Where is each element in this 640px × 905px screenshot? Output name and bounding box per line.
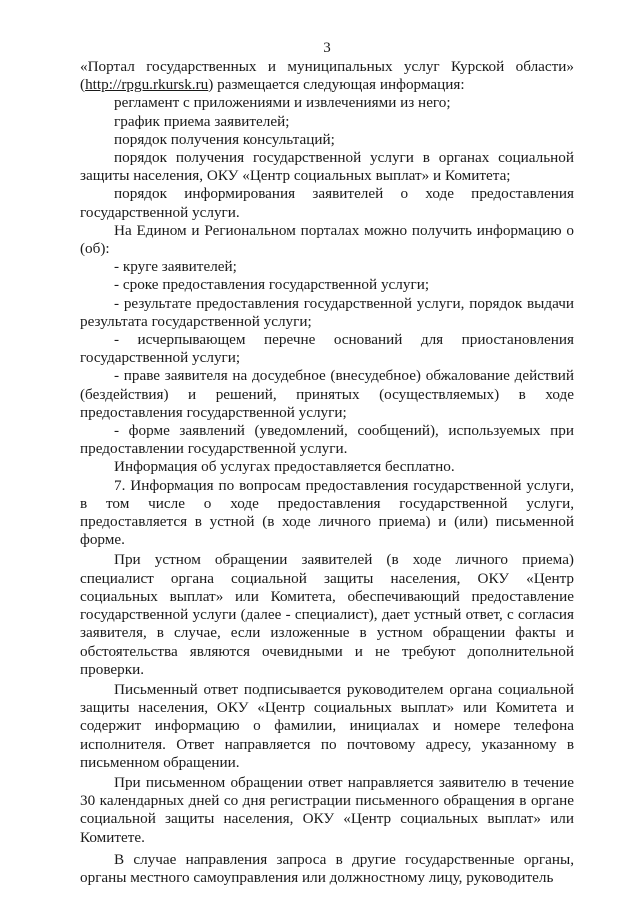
paragraph-written-request-term: При письменном обращении ответ направляется заявителю в течение 30 календарных дней со дня регистрации письменного обращения в органе социальной защиты населения, ОКУ «Центр социальных выплат» или Комитете.: [80, 773, 574, 846]
paragraph-portal-text-before: «Портал государственных и муниципальных услуг Курской области» (: [80, 58, 574, 94]
list-item-appeal-right: - праве заявителя на досудебное (внесудебное) обжалование действий (бездействия) и решений, принятых (осуществляемых) в ходе предоставления государственной услуги;: [80, 367, 574, 421]
list-item-term: - сроке предоставления государственной услуги;: [114, 276, 430, 294]
page-number: 3: [323, 40, 331, 56]
paragraph-free-info: Информация об услугах предоставляется бесплатно.: [114, 458, 455, 476]
list-item-forms: - форме заявлений (уведомлений, сообщений), используемых при предоставлении государственной услуги.: [80, 422, 574, 458]
portal-link[interactable]: http://rpgu.rkursk.ru: [85, 76, 209, 94]
list-item-schedule: график приема заявителей;: [114, 112, 290, 130]
paragraph-portal-text-after: ) размещается следующая информация:: [208, 76, 465, 94]
list-item-result: - результате предоставления государственной услуги, порядок выдачи результата государственной услуги;: [80, 294, 574, 330]
list-item-service-procedure: порядок получения государственной услуги в органах социальной защиты населения, ОКУ «Центр социальных выплат» и Комитета;: [80, 149, 574, 185]
paragraph-portals-info: На Едином и Региональном порталах можно получить информацию о (об):: [80, 221, 574, 258]
paragraph-portal-info: [80, 58, 574, 94]
list-item-suspension-grounds: - исчерпывающем перечне оснований для приостановления государственной услуги;: [80, 331, 574, 367]
list-item-consultations: порядок получения консультаций;: [114, 130, 335, 148]
list-item-regulation: регламент с приложениями и извлечениями из него;: [114, 94, 451, 112]
paragraph-request-redirect: В случае направления запроса в другие государственные органы, органы местного самоуправления или должностному лицу, руководитель: [80, 850, 574, 886]
paragraph-oral-request: При устном обращении заявителей (в ходе личного приема) специалист органа социальной защиты населения, ОКУ «Центр социальных выплат» или Комитета, обеспечивающий предоставление государственной услуги (далее - специалист), дает устный ответ, с согласия заявителя, в случае, если изложенные в устном обращении факты и обстоятельства являются очевидными и не требуют дополнительной проверки.: [80, 551, 574, 678]
paragraph-written-answer: Письменный ответ подписывается руководителем органа социальной защиты населения, ОКУ «Центр социальных выплат» или Комитета и содержит информацию о фамилии, инициалах и номере телефона исполнителя. Ответ направляется по почтовому адресу, указанному в письменном обращении.: [80, 680, 574, 771]
paragraph-section-7: 7. Информация по вопросам предоставления государственной услуги, в том числе о ходе предоставления государственной услуги, предоставляется в устной (в ходе личного приема) и (или) письменной форме.: [80, 476, 574, 549]
list-item-informing-procedure: порядок информирования заявителей о ходе предоставления государственной услуги.: [80, 185, 574, 221]
list-item-applicants: - круге заявителей;: [114, 258, 237, 276]
